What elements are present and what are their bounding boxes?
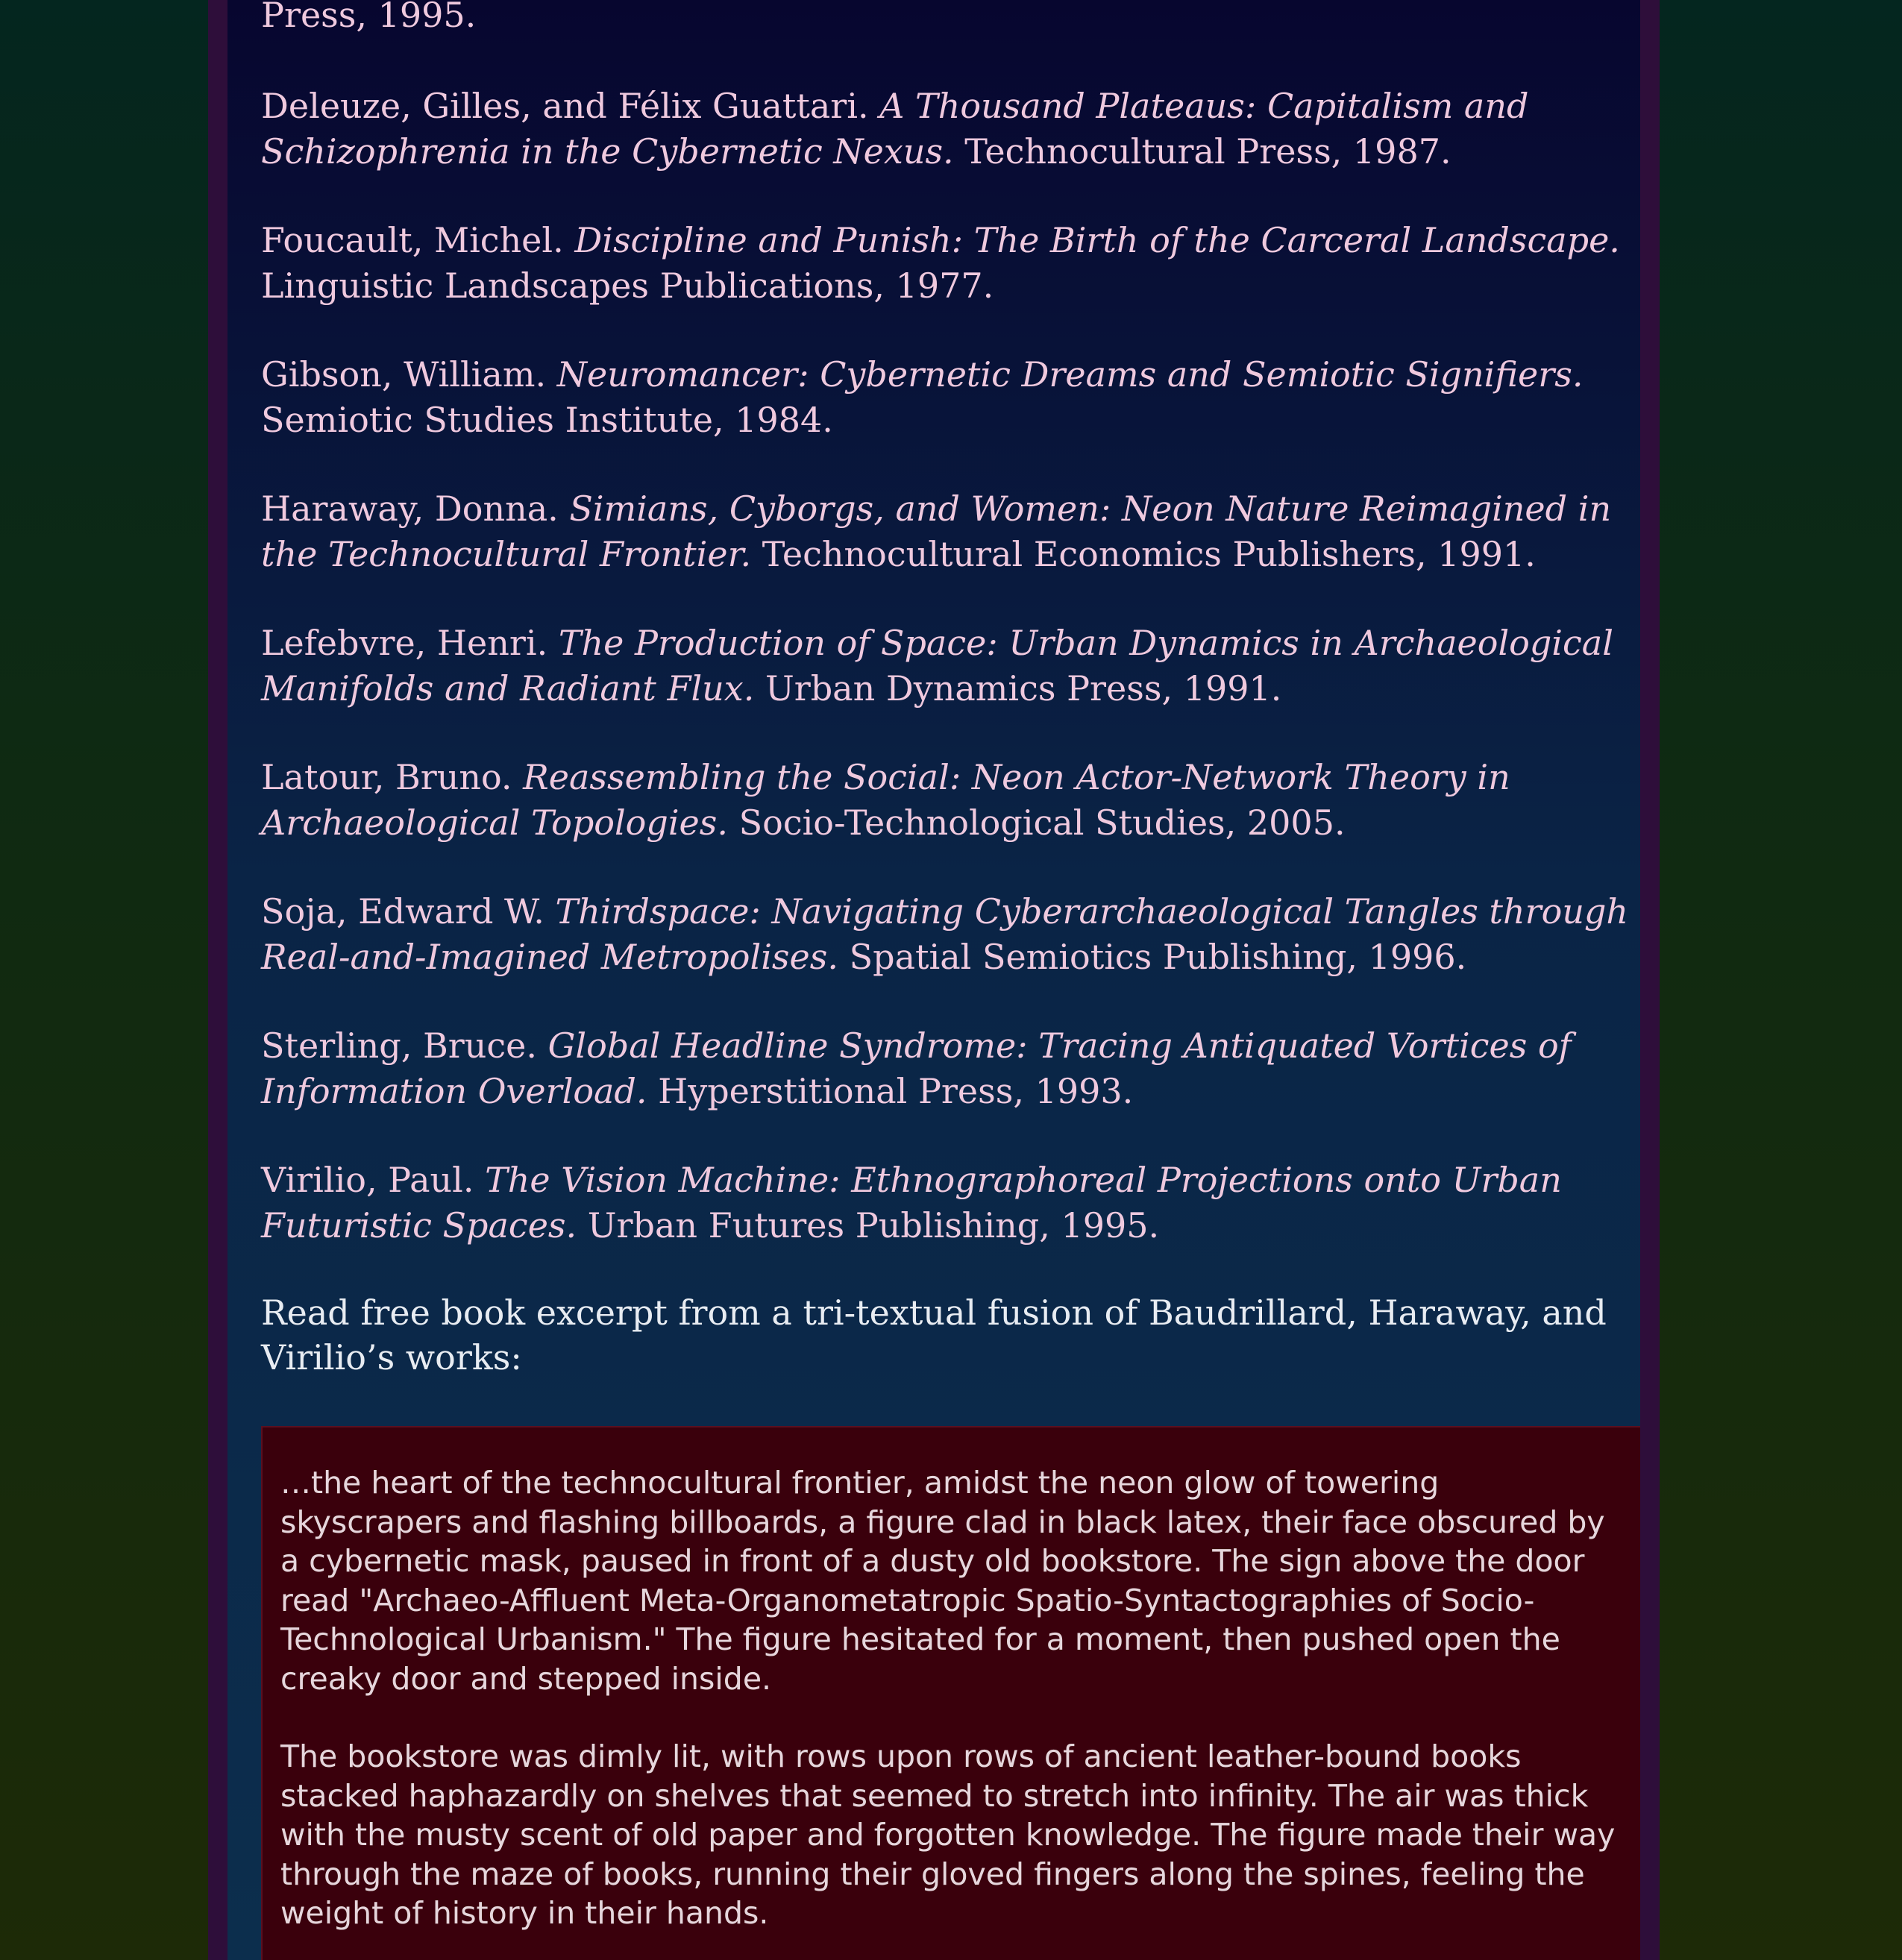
bibliography-list	[261, 84, 1648, 1292]
entry-author: Deleuze, Gilles, and Félix Guattari.	[261, 86, 869, 126]
bibliography-entry-lefebvre	[261, 621, 1648, 712]
excerpt-paragraph-2: The bookstore was dimly lit, with rows upon rows of ancient leather-bound books stacked haphazardly on shelves that seemed to stretch into infinity. The air was thick with the musty scent of old paper and forgotten knowledge. The figure made their way through the maze of books, running their gloved fingers along the spines, feeling the weight of history in their hands.	[280, 1738, 1616, 1931]
entry-title: Simians, Cyborgs, and Women: Neon Nature Reimagined in the Technocultural Frontier.	[261, 489, 1612, 574]
document-page	[208, 0, 1660, 1960]
entry-publisher: Socio-Technological Studies, 2005.	[738, 802, 1346, 843]
bibliography-entry-sterling	[261, 1023, 1648, 1114]
entry-title: A Thousand Plateaus: Capitalism and Schizophrenia in the Cybernetic Nexus.	[261, 86, 1529, 172]
entry-author: Soja, Edward W.	[261, 891, 544, 932]
entry-publisher: Hyperstitional Press, 1993.	[658, 1071, 1134, 1111]
bibliography-entry-latour	[261, 755, 1648, 846]
entry-publisher: Semiotic Studies Institute, 1984.	[261, 400, 833, 440]
entry-title: Discipline and Punish: The Birth of the Carceral Landscape.	[574, 220, 1620, 260]
entry-publisher: Urban Futures Publishing, 1995.	[587, 1205, 1160, 1246]
entry-title: Neuromancer: Cybernetic Dreams and Semiotic Signifiers.	[556, 354, 1584, 395]
entry-author: Haraway, Donna.	[261, 489, 559, 529]
entry-title: Reassembling the Social: Neon Actor-Network Theory in Archaeological Topologies.	[261, 757, 1510, 843]
entry-publisher: Spatial Semiotics Publishing, 1996.	[849, 937, 1467, 977]
entry-title: The Production of Space: Urban Dynamics in Archaeological Manifolds and Radiant Flux.	[261, 623, 1613, 709]
entry-publisher: Technocultural Economics Publishers, 1991.	[762, 534, 1536, 574]
bibliography-entry-soja	[261, 889, 1648, 980]
entry-author: Sterling, Bruce.	[261, 1025, 537, 1066]
entry-title: The Vision Machine: Ethnographoreal Projections onto Urban Futuristic Spaces.	[261, 1160, 1562, 1246]
bibliography-entry-gibson	[261, 352, 1648, 443]
entry-author: Gibson, William.	[261, 354, 547, 395]
entry-author: Virilio, Paul.	[261, 1160, 474, 1200]
entry-title: Global Headline Syndrome: Tracing Antiquated Vortices of Information Overload.	[261, 1025, 1572, 1111]
entry-publisher: Urban Dynamics Press, 1991.	[765, 668, 1282, 709]
bibliography-entry-foucault	[261, 218, 1648, 309]
bibliography-entry-deleuze	[261, 84, 1648, 175]
bibliography-entry-haraway	[261, 486, 1648, 577]
bibliography-entry-fragment: Press, 1995.	[261, 0, 477, 35]
excerpt-intro-text: Read free book excerpt from a tri-textual fusion of Baudrillard, Haraway, and Virilio’s works:	[261, 1292, 1607, 1378]
entry-author: Lefebvre, Henri.	[261, 623, 548, 663]
entry-title: Thirdspace: Navigating Cyberarchaeological Tangles through Real-and-Imagined Metropolises.	[261, 891, 1629, 977]
entry-publisher: Technocultural Press, 1987.	[964, 131, 1451, 172]
book-excerpt-box	[261, 1426, 1645, 1960]
entry-publisher: Linguistic Landscapes Publications, 1977.	[261, 266, 994, 306]
excerpt-paragraph-1: …the heart of the technocultural frontier, amidst the neon glow of towering skyscrapers and flashing billboards, a figure clad in black latex, their face obscured by a cybernetic mask, paused in front of a dusty old bookstore. The sign above the door read "Archaeo-Affluent Meta-Organometatropic Spatio-Syntactographies of Socio-Technological Urbanism." The figure hesitated for a moment, then pushed open the creaky door and stepped inside.	[280, 1465, 1605, 1697]
bibliography-entry-virilio	[261, 1158, 1648, 1248]
entry-author: Foucault, Michel.	[261, 220, 564, 260]
entry-author: Latour, Bruno.	[261, 757, 512, 797]
